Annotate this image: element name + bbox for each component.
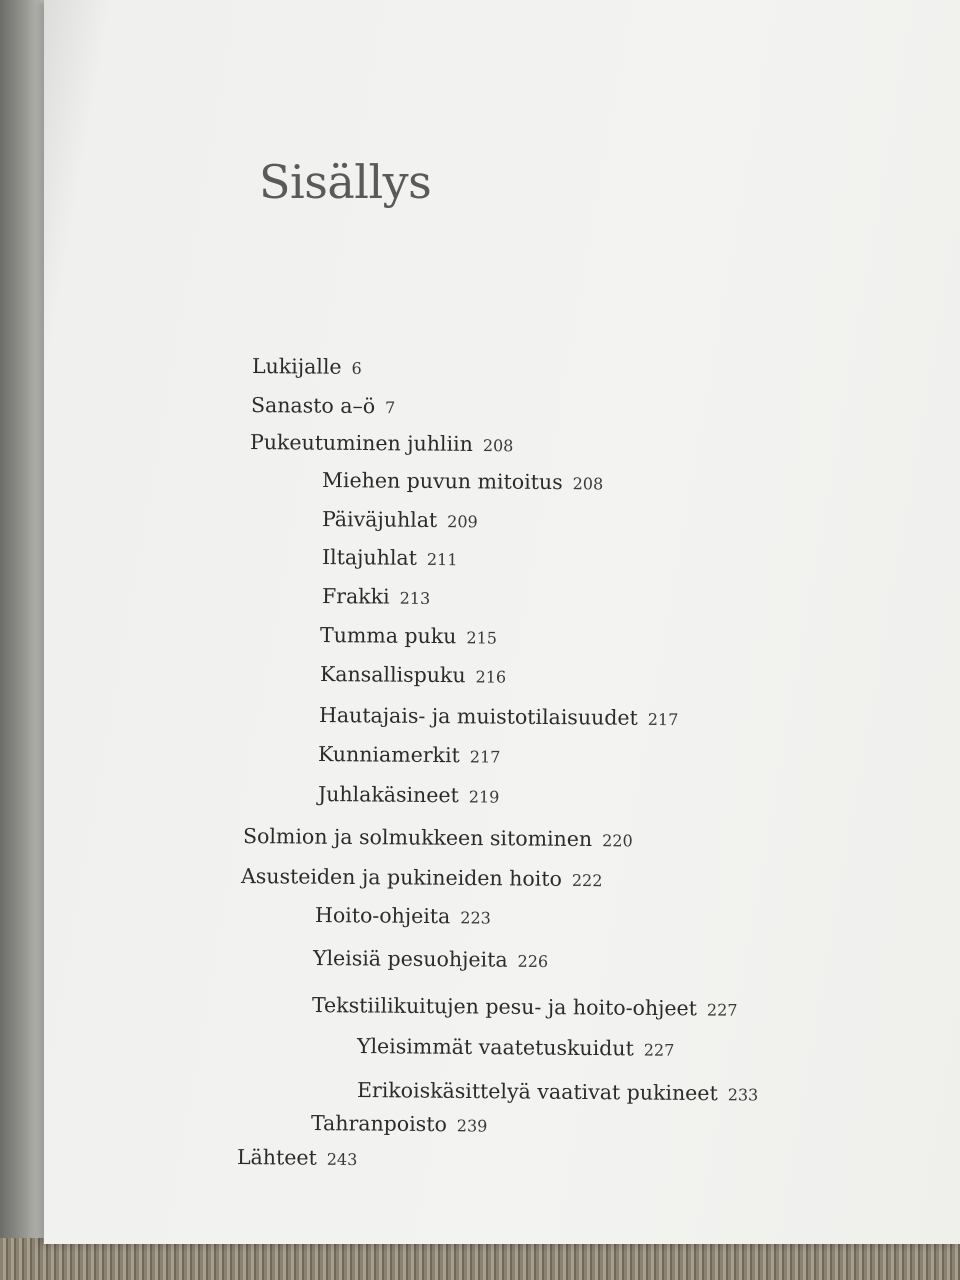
toc-entry <box>322 507 478 532</box>
toc-entry-label: Sanasto a–ö <box>250 393 376 419</box>
toc-entry-page-number: 226 <box>517 951 549 972</box>
toc-entry <box>322 584 430 609</box>
toc-entry-label: Tekstiilikuitujen pesu- ja hoito-ohjeet <box>311 993 698 1021</box>
book-cover-edge <box>0 0 48 1280</box>
toc-entry-label: Tumma puku <box>319 623 457 649</box>
toc-entry-label: Iltajuhlat <box>321 545 418 570</box>
toc-entry-label: Yleisimmät vaatetuskuidut <box>356 1034 634 1061</box>
toc-entry-label: Juhlakäsineet <box>317 782 459 808</box>
toc-entry-page-number: 223 <box>460 908 491 928</box>
toc-entry <box>318 742 501 768</box>
toc-entry-label: Erikoiskäsittelyä vaativat pukineet <box>356 1078 718 1106</box>
toc-entry-page-number: 227 <box>706 1000 738 1020</box>
toc-entry-page-number: 208 <box>572 474 604 494</box>
toc-entry-page-number: 211 <box>426 549 458 570</box>
toc-entry <box>357 1034 675 1061</box>
toc-entry <box>241 864 603 891</box>
toc-entry-page-number: 233 <box>727 1085 759 1105</box>
toc-entry-label: Lähteet <box>236 1145 317 1170</box>
toc-entry-label: Tahranpoisto <box>310 1111 447 1137</box>
floor-background <box>0 1238 960 1280</box>
page-title: Sisällys <box>259 155 432 209</box>
toc-entry-label: Asusteiden ja pukineiden hoito <box>240 864 562 891</box>
toc-entry-page-number: 208 <box>482 436 514 456</box>
toc-entry-label: Päiväjuhlat <box>321 507 438 533</box>
toc-entry <box>237 1145 358 1170</box>
toc-entry-label: Miehen puvun mitoitus <box>321 468 563 495</box>
toc-entry-label: Lukijalle <box>251 354 342 379</box>
toc-entry-page-number: 222 <box>571 870 603 891</box>
toc-entry <box>315 903 491 929</box>
toc-entry-page-number: 6 <box>351 358 362 378</box>
toc-entry <box>312 993 738 1021</box>
toc-entry <box>322 468 603 494</box>
toc-entry-page-number: 213 <box>399 588 431 608</box>
toc-entry <box>251 393 396 418</box>
toc-entry-label: Kunniamerkit <box>317 742 460 768</box>
toc-entry <box>313 946 548 972</box>
toc-entry-page-number: 7 <box>385 398 396 418</box>
toc-entry-page-number: 227 <box>643 1040 675 1060</box>
toc-entry <box>243 824 633 851</box>
toc-entry-page-number: 217 <box>647 709 679 730</box>
toc-entry-page-number: 216 <box>475 667 507 687</box>
toc-entry-page-number: 215 <box>466 628 498 648</box>
toc-entry-page-number: 220 <box>602 831 633 851</box>
toc-entry-page-number: 239 <box>456 1116 488 1136</box>
toc-entry <box>357 1078 759 1106</box>
toc-entry-label: Pukeutuminen juhliin <box>249 430 473 456</box>
toc-entry-label: Yleisiä pesuohjeita <box>312 946 508 972</box>
toc-entry <box>250 430 514 456</box>
toc-entry-page-number: 219 <box>468 787 500 807</box>
toc-entry <box>320 623 497 649</box>
toc-entry-label: Hautajais- ja muistotilaisuudet <box>318 703 638 730</box>
toc-entry-label: Frakki <box>321 584 390 609</box>
toc-entry <box>320 662 506 688</box>
toc-entry <box>318 782 500 808</box>
toc-entry-page-number: 209 <box>447 512 478 532</box>
toc-entry <box>322 545 458 570</box>
toc-entry <box>252 354 362 379</box>
toc-entry-label: Hoito-ohjeita <box>314 903 451 929</box>
toc-entry-page-number: 217 <box>469 747 501 767</box>
toc-entry <box>311 1111 488 1137</box>
toc-entry-label: Solmion ja solmukkeen sitominen <box>242 824 593 852</box>
toc-entry-label: Kansallispuku <box>319 662 466 688</box>
toc-entry <box>319 703 679 730</box>
toc-entry-page-number: 243 <box>326 1149 358 1170</box>
